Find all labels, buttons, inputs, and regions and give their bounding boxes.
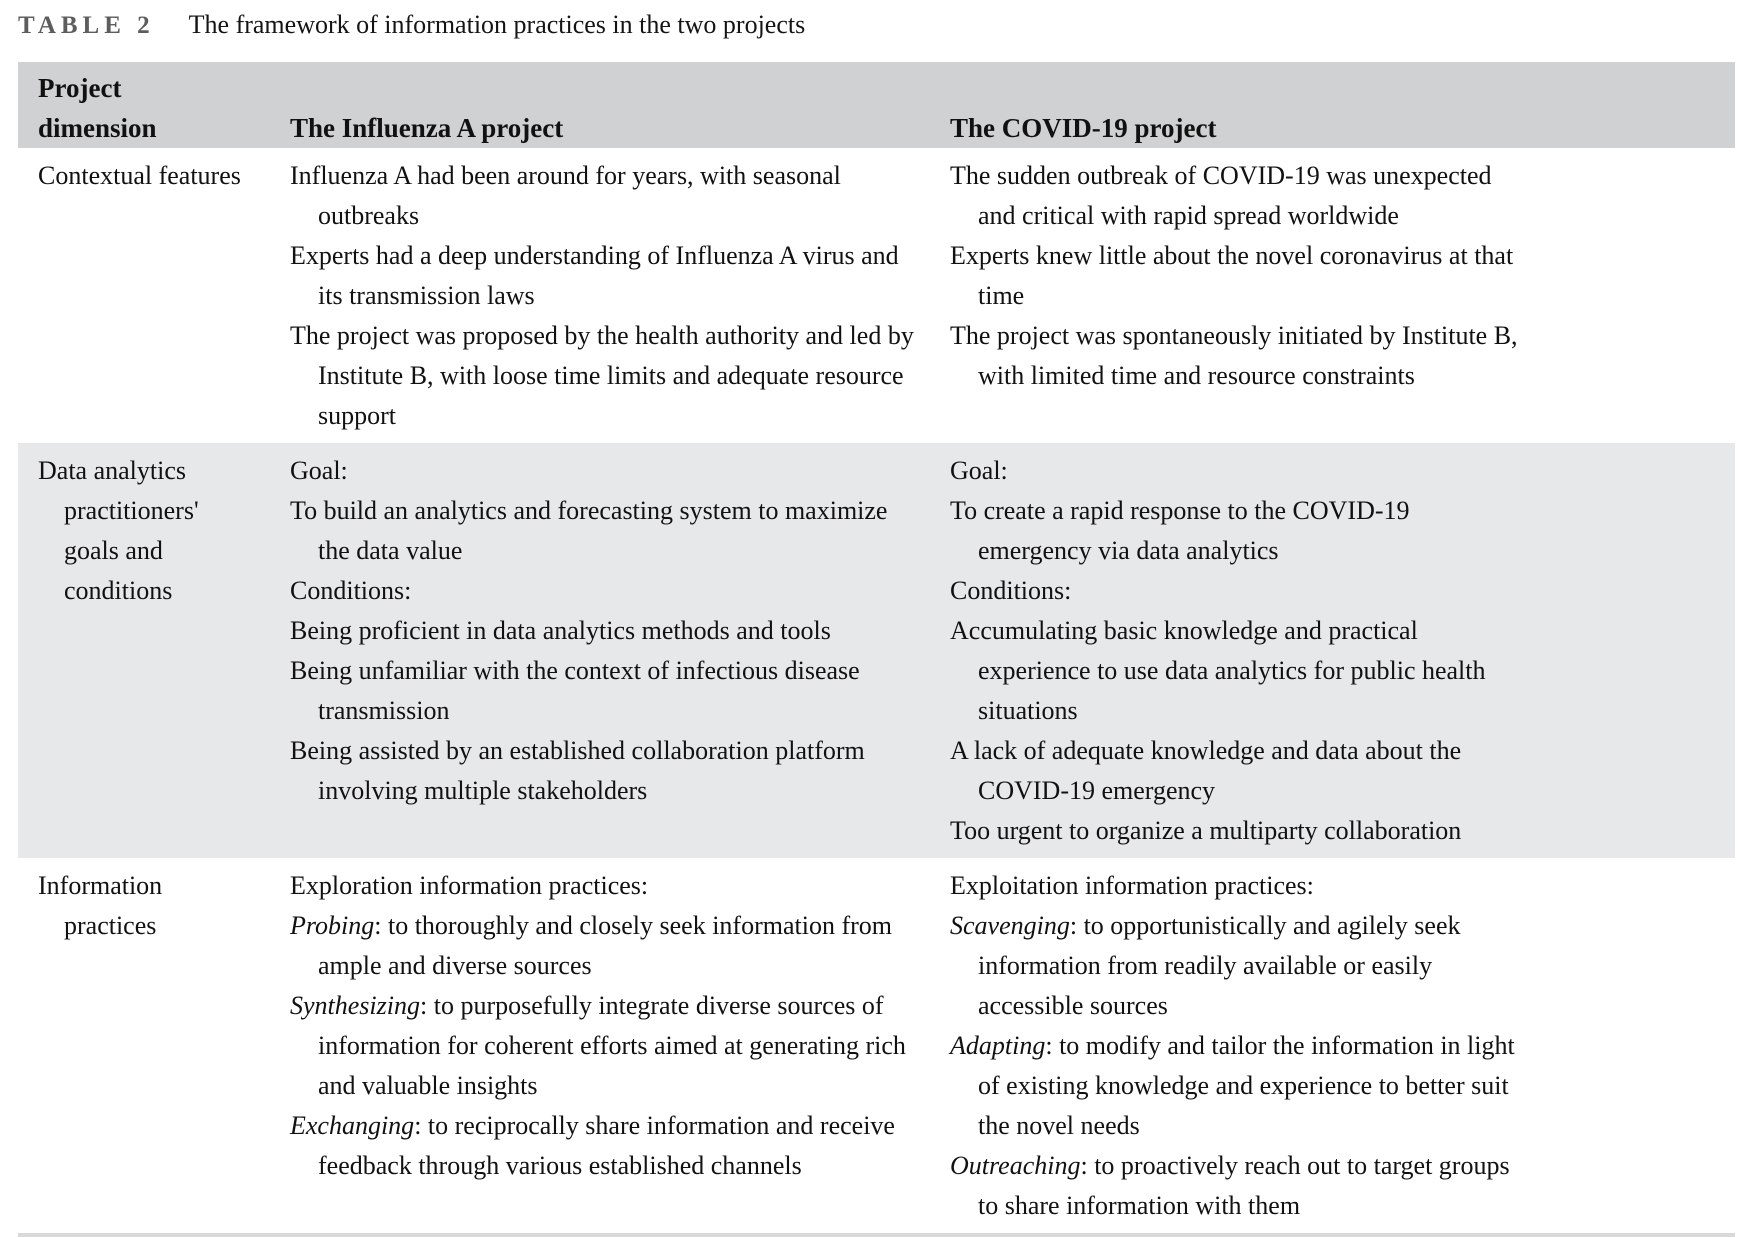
cell-paragraph: [290, 906, 915, 986]
header-influenza-project: [290, 65, 950, 148]
header-project-dimension: [18, 65, 290, 148]
header-covid-project: [950, 65, 1735, 148]
cell-paragraph: [290, 451, 915, 491]
paragraph-text: Conditions:: [290, 576, 412, 605]
paragraph-text: : to purposefully integrate diverse sources of information for coherent efforts aimed at generating rich and valuable insights: [318, 991, 906, 1100]
covid-cell: [950, 866, 1735, 1226]
paragraph-text: The sudden outbreak of COVID-19 was unexpected and critical with rapid spread worldwide: [950, 161, 1492, 230]
table-row-information-practices: [18, 858, 1735, 1233]
cell-paragraph: [950, 906, 1520, 1026]
covid-cell: [950, 156, 1735, 436]
cell-paragraph: [290, 651, 915, 731]
paragraph-text: A lack of adequate knowledge and data about the COVID-19 emergency: [950, 736, 1462, 805]
table-bottom-rule: [18, 1233, 1735, 1237]
table-row-goals-conditions: [18, 443, 1735, 858]
table-header-row: [18, 62, 1735, 148]
header-line: The COVID-19 project: [950, 113, 1217, 143]
practice-term-synthesizing: Synthesizing: [290, 991, 420, 1020]
cell-paragraph: [290, 236, 915, 316]
paragraph-text: Accumulating basic knowledge and practical experience to use data analytics for public health situations: [950, 616, 1486, 725]
paragraph-text: Goal:: [290, 456, 348, 485]
paragraph-text: Exploration information practices:: [290, 871, 649, 900]
cell-paragraph: [290, 316, 915, 436]
paragraph-text: Experts knew little about the novel coronavirus at that time: [950, 241, 1514, 310]
dimension-label: Information: [38, 871, 163, 900]
cell-paragraph: [950, 731, 1520, 811]
paragraph-text: Being assisted by an established collaboration platform involving multiple stakeholders: [290, 736, 865, 805]
paragraph-text: Too urgent to organize a multiparty collaboration: [950, 816, 1462, 845]
paragraph-text: : to thoroughly and closely seek information from ample and diverse sources: [318, 911, 892, 980]
practice-term-scavenging: Scavenging: [950, 911, 1070, 940]
cell-paragraph: [950, 1146, 1520, 1226]
practice-term-probing: Probing: [290, 911, 375, 940]
practice-term-outreaching: Outreaching: [950, 1151, 1081, 1180]
paragraph-text: : to opportunistically and agilely seek information from readily available or easily accessible sources: [978, 911, 1461, 1020]
cell-paragraph: [290, 866, 915, 906]
cell-paragraph: [290, 731, 915, 811]
header-line: The Influenza A project: [290, 113, 564, 143]
paragraph-text: Influenza A had been around for years, with seasonal outbreaks: [290, 161, 841, 230]
header-line: dimension: [38, 113, 157, 143]
paragraph-text: Goal:: [950, 456, 1008, 485]
cell-paragraph: [290, 571, 915, 611]
cell-paragraph: [950, 156, 1520, 236]
dimension-label: goals and: [64, 536, 163, 565]
framework-table: [18, 62, 1735, 1237]
cell-paragraph: [290, 491, 915, 571]
cell-paragraph: [290, 611, 915, 651]
paragraph-text: : to proactively reach out to target groups to share information with them: [978, 1151, 1510, 1220]
paragraph-text: Conditions:: [950, 576, 1072, 605]
table-caption: [18, 10, 805, 40]
paragraph-text: The project was proposed by the health authority and led by Institute B, with loose time limits and adequate resource support: [290, 321, 914, 430]
dimension-cell: [18, 156, 290, 436]
dimension-label: Data analytics: [38, 456, 186, 485]
influenza-cell: [290, 451, 950, 851]
paragraph-text: To create a rapid response to the COVID-19 emergency via data analytics: [950, 496, 1410, 565]
cell-paragraph: [290, 156, 915, 236]
practice-term-exchanging: Exchanging: [290, 1111, 415, 1140]
paragraph-text: Exploitation information practices:: [950, 871, 1314, 900]
cell-paragraph: [950, 451, 1520, 491]
cell-paragraph: [950, 491, 1520, 571]
paragraph-text: : to modify and tailor the information in light of existing knowledge and experience to better suit the novel needs: [978, 1031, 1515, 1140]
dimension-label: Contextual features: [38, 161, 241, 190]
cell-paragraph: [950, 1026, 1520, 1146]
paragraph-text: The project was spontaneously initiated by Institute B, with limited time and resource constraints: [950, 321, 1518, 390]
cell-paragraph: [950, 316, 1520, 396]
cell-paragraph: [950, 866, 1520, 906]
cell-paragraph: [950, 571, 1520, 611]
influenza-cell: [290, 866, 950, 1226]
practice-term-adapting: Adapting: [950, 1031, 1046, 1060]
dimension-label: practitioners': [64, 496, 199, 525]
cell-paragraph: [290, 1106, 915, 1186]
header-line: Project: [38, 73, 122, 103]
dimension-cell: [18, 866, 290, 1226]
covid-cell: [950, 451, 1735, 851]
paragraph-text: To build an analytics and forecasting system to maximize the data value: [290, 496, 888, 565]
paragraph-text: Being proficient in data analytics methods and tools: [290, 616, 831, 645]
dimension-cell: [18, 451, 290, 851]
paragraph-text: Experts had a deep understanding of Influenza A virus and its transmission laws: [290, 241, 899, 310]
influenza-cell: [290, 156, 950, 436]
cell-paragraph: [290, 986, 915, 1106]
dimension-label: conditions: [64, 576, 173, 605]
paragraph-text: : to reciprocally share information and receive feedback through various established channels: [318, 1111, 895, 1180]
paragraph-text: Being unfamiliar with the context of infectious disease transmission: [290, 656, 860, 725]
cell-paragraph: [950, 611, 1520, 731]
table-number-label: TABLE 2: [18, 12, 155, 39]
table-row-contextual-features: [18, 148, 1735, 443]
table-title: The framework of information practices in the two projects: [188, 10, 806, 39]
cell-paragraph: [950, 236, 1520, 316]
cell-paragraph: [950, 811, 1520, 851]
dimension-label: practices: [64, 911, 157, 940]
